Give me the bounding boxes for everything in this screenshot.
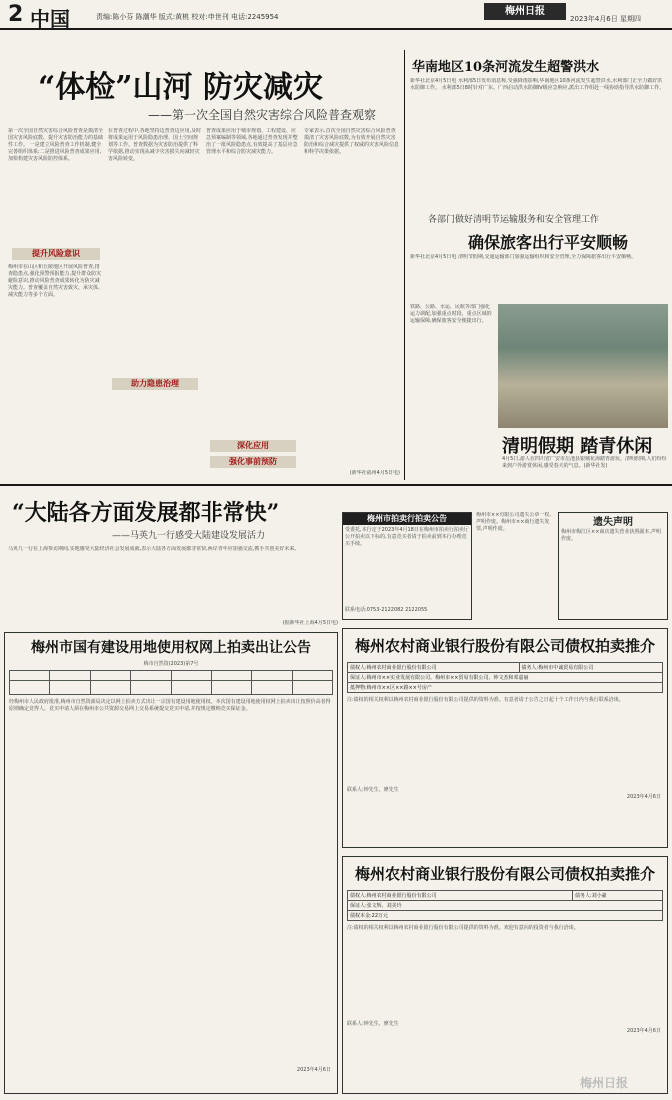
taiwan-subtitle: ——马英九一行感受大陆建设发展活力 [112, 531, 266, 541]
bank-ad-1-contact: 联系人:钟先生、廖先生 [347, 787, 399, 793]
photo-caption-title: 清明假期 踏青休闲 [502, 436, 653, 457]
paper-logo: 梅州日报 [484, 3, 566, 20]
bank-ad-2 [342, 856, 668, 1094]
qingming-body-2: 铁路、公路、水运、民航等部门强化运力调配,加强重点时段、重点区域的运输保障,确保旅客安全便捷出行。 [410, 304, 492, 324]
bank-ad-1 [342, 628, 668, 848]
lead-column-1b: 梅州市在山区和丘陵地区开展风险普查,排查隐患点,强化预警预报能力,提升群众防灾避险意识,推动风险普查成果转化为防灾减灾能力。普查覆盖自然灾害致灾、承灾体、减灾能力等多个方面。 [8, 264, 104, 298]
lost-notice-box [558, 512, 668, 620]
lead-byline: (新华社福州4月5日电) [349, 470, 400, 476]
lead-column-3: 普查成果应用于城市规划、工程建设、应急预案编制等领域,各地通过普查发现并整治了一批风险隐患点,有效提高了基层应急管理水平和综合防灾减灾能力。 [206, 128, 298, 155]
lead-headline: “体检”山河 防灾减灾 [38, 70, 323, 105]
lead-subtitle: ——第一次全国自然灾害综合风险普查观察 [148, 108, 377, 122]
bank-ad-1-body: 注:债权的相关权利以梅州农村商业银行股份有限公司提供的资料为准。有意者请于公告之日起十个工作日内与我行联系洽谈。 [347, 697, 624, 703]
qingming-photo [498, 304, 668, 428]
lead-section-label-2: 助力隐患治理 [112, 378, 198, 390]
auction-notice-phone: 联系电话:0753-2122082 2122055 [345, 607, 428, 613]
page-number: 2 [8, 2, 24, 27]
taiwan-headline: “大陆各方面发展都非常快” [12, 500, 280, 526]
bank-ad-1-date: 2023年4月6日 [626, 794, 661, 800]
misc-notice: 梅州市××有限公司遗失公章一枚,声明作废。梅州市××商行遗失发票,声明作废。 [476, 512, 551, 532]
flood-headline: 华南地区10条河流发生超警洪水 [412, 60, 600, 75]
land-auction-body: 经梅州市人民政府批准,梅州市自然资源局决定以网上拍卖方式出让一宗国有建设用地使用权。本次国有建设用地使用权网上拍卖出让按照价高者得原则确定竞得人。竞买申请人须在梅州市公共资源交易网上交易系统提交竞买申请,并按规定缴纳竞买保证金。 [9, 699, 331, 712]
auction-notice-body: 受委托,本行定于2023年4月18日在梅州市拍卖行拍卖厅公开拍卖以下标的,有意竞买者请于拍卖前到本行办理竞买手续。 [345, 527, 469, 547]
page-masthead [0, 0, 672, 30]
taiwan-body: 马英九一行在上海参访期间,实地感受大陆经济社会发展成就,表示大陆各方面发展都非常快,两岸青年应加强交流,携手共创美好未来。 [8, 546, 300, 552]
qingming-kicker: 各部门做好清明节运输服务和安全管理工作 [428, 215, 600, 225]
lead-section-label-4: 强化事前预防 [210, 456, 296, 468]
lead-column-1: 第一次全国自然灾害综合风险普查是摸清全国灾害风险底数、提升灾害防治能力的基础性工作。 一是建立风险普查工作机制,健全完善组织体系;二是推进风险普查成果应用,加快构建灾害风险防控体系。 [8, 128, 104, 162]
auction-notice-title: 梅州市拍卖行拍卖公告 [343, 513, 471, 525]
issue-date: 2023年4月6日 星期四 [570, 15, 641, 23]
qingming-body: 新华社北京4月5日电 清明节假期,交通运输部门加强运输组织和安全管理,全力保障旅客出行平安顺畅。 [410, 254, 637, 260]
photo-caption: 4月5日,游人在四川省广安市岳池县银城花海踏青游玩。清明假期,人们纷纷来到户外游赏休闲,感受春天的气息。(新华社发) [502, 456, 667, 469]
bank-ad-1-table: 债权人:梅州农村商业银行股份有限公司 债务人:梅州市中诚贸易有限公司 保证人:梅州市××实业发展有限公司、梅州市××贸易有限公司、钟文杰和邓嘉丽 抵押物:梅州市××区××路××号房产 [347, 662, 663, 693]
section-divider [0, 484, 672, 486]
lead-column-2: 在普查过程中,各地坚持边普查边应用,及时将成果运用于风险隐患治理、国土空间规划等工作。普查数据为灾害防治提供了科学依据,推动实现从减少灾害损失向减轻灾害风险转变。 [108, 128, 202, 162]
land-auction-date: 2023年4月6日 [296, 1067, 331, 1073]
bank-ad-2-title: 梅州农村商业银行股份有限公司债权拍卖推介 [354, 865, 655, 883]
lost-notice-body: 梅州市梅江区××商店遗失营业执照副本,声明作废。 [561, 529, 661, 542]
lead-section-label-3: 深化应用 [210, 440, 296, 452]
editors-line: 责编:陈小芬 陈潮华 版式:黄桃 校对:申世刊 电话:2245954 [96, 13, 279, 21]
lead-column-4: 专家表示,首次全国自然灾害综合风险普查摸清了灾害风险底数,为有效开展自然灾害防治和综合减灾提供了权威的灾害风险信息和科学决策依据。 [304, 128, 400, 155]
bank-ad-2-body: 注:债权的相关权利以梅州农村商业银行股份有限公司提供的资料为准。欢迎有意向的投资者与我行洽谈。 [347, 925, 579, 931]
taiwan-byline: (据新华社上海4月5日电) [282, 620, 338, 626]
watermark-logo: 梅州日报 [580, 1076, 629, 1090]
land-auction-table [9, 670, 333, 695]
lead-section-label: 提升风险意识 [12, 248, 100, 260]
land-auction-title: 梅州市国有建设用地使用权网上拍卖出让公告 [31, 640, 311, 656]
bank-ad-1-title: 梅州农村商业银行股份有限公司债权拍卖推介 [354, 637, 655, 655]
column-divider [404, 50, 405, 480]
land-auction-sub: 梅市自然资(2023)第7号 [143, 661, 199, 667]
bank-ad-2-contact: 联系人:钟先生、廖先生 [347, 1021, 399, 1027]
bank-ad-2-table: 债权人:梅州农村商业银行股份有限公司 债务人:刘小豪 保证人:张文辉、刘美玲 债权本金:22万元 [347, 890, 663, 921]
land-auction-box [4, 632, 338, 1094]
qingming-headline: 确保旅客出行平安顺畅 [468, 233, 629, 252]
lost-notice-title: 遗失声明 [593, 517, 633, 528]
section-title: 中国 [30, 7, 70, 31]
auction-notice-box [342, 512, 472, 620]
bank-ad-2-date: 2023年4月6日 [626, 1028, 661, 1034]
flood-body: 新华社北京4月5日电 水利部5日发布消息称,受强降雨影响,华南地区10条河流发生超警洪水,水利部门正全力做好洪水防御工作。 水利部5日8时针对广东、广西启动洪水防御Ⅳ级应急响应,派出工作组赴一线协助指导洪水防御工作。 [410, 78, 665, 91]
